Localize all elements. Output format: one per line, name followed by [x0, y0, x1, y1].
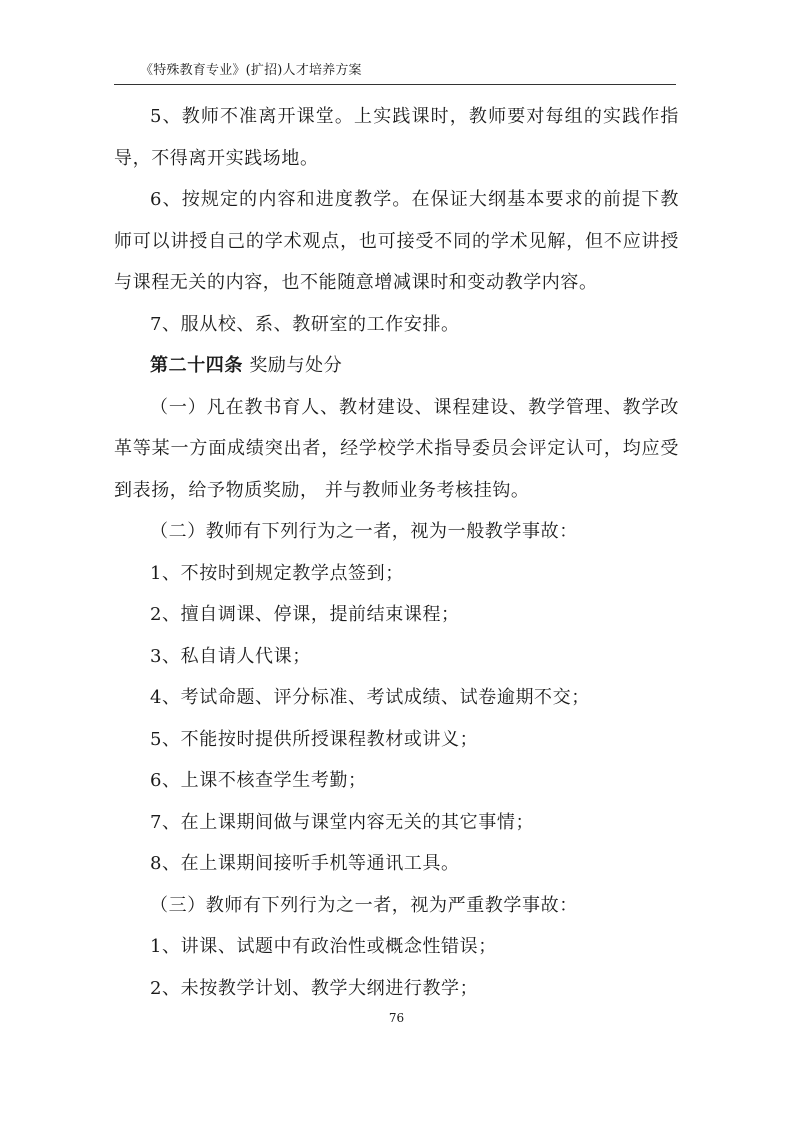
list-item-general-1: 1、不按时到规定教学点签到； — [150, 562, 404, 584]
paragraph-serious-incident-intro: （三）教师有下列行为之一者，视为严重教学事故： — [150, 894, 578, 916]
paragraph-rule-7: 7、服从校、系、教研室的工作安排。 — [150, 313, 460, 335]
section-title: 奖励与处分 — [249, 355, 343, 376]
running-header: 《特殊教育专业》(扩招)人才培养方案 — [140, 63, 362, 78]
list-item-general-7: 7、在上课期间做与课堂内容无关的其它事情； — [150, 811, 535, 833]
paragraph-rule-6: 6、按规定的内容和进度教学。在保证大纲基本要求的前提下教师可以讲授自己的学术观点，也可接受不同的学术见解，但不应讲授与课程无关的内容，也不能随意增减课时和变动教学内容。 — [114, 189, 679, 293]
list-item-serious-1: 1、讲课、试题中有政治性或概念性错误； — [150, 936, 497, 957]
list-item-general-5: 5、不能按时提供所授课程教材或讲义； — [150, 728, 479, 750]
section-label: 第二十四条 — [150, 355, 243, 376]
list-item-serious-2: 2、未按教学计划、教学大纲进行教学； — [150, 977, 479, 999]
document-body — [114, 96, 679, 1009]
paragraph-reward: （一）凡在教书育人、教材建设、课程建设、教学管理、教学改革等某一方面成绩突出者，经学校学术指导委员会评定认可，均应受到表扬，给予物质奖励， 并与教师业务考核挂钩。 — [114, 396, 679, 501]
section-heading — [114, 345, 679, 387]
list-item-general-3: 3、私自请人代课； — [150, 645, 311, 667]
paragraph-rule-5: 5、教师不准离开课堂。上实践课时，教师要对每组的实践作指导，不得离开实践场地。 — [114, 106, 679, 169]
header-divider — [114, 84, 676, 85]
paragraph-general-incident-intro: （二）教师有下列行为之一者，视为一般教学事故： — [150, 521, 578, 542]
page-number: 76 — [388, 1011, 405, 1025]
list-item-general-2: 2、擅自调课、停课，提前结束课程； — [150, 604, 460, 625]
list-item-general-6: 6、上课不核查学生考勤； — [150, 770, 367, 791]
list-item-general-8: 8、在上课期间接听手机等通讯工具。 — [150, 853, 460, 874]
list-item-general-4: 4、考试命题、评分标准、考试成绩、试卷逾期不交； — [150, 687, 590, 708]
